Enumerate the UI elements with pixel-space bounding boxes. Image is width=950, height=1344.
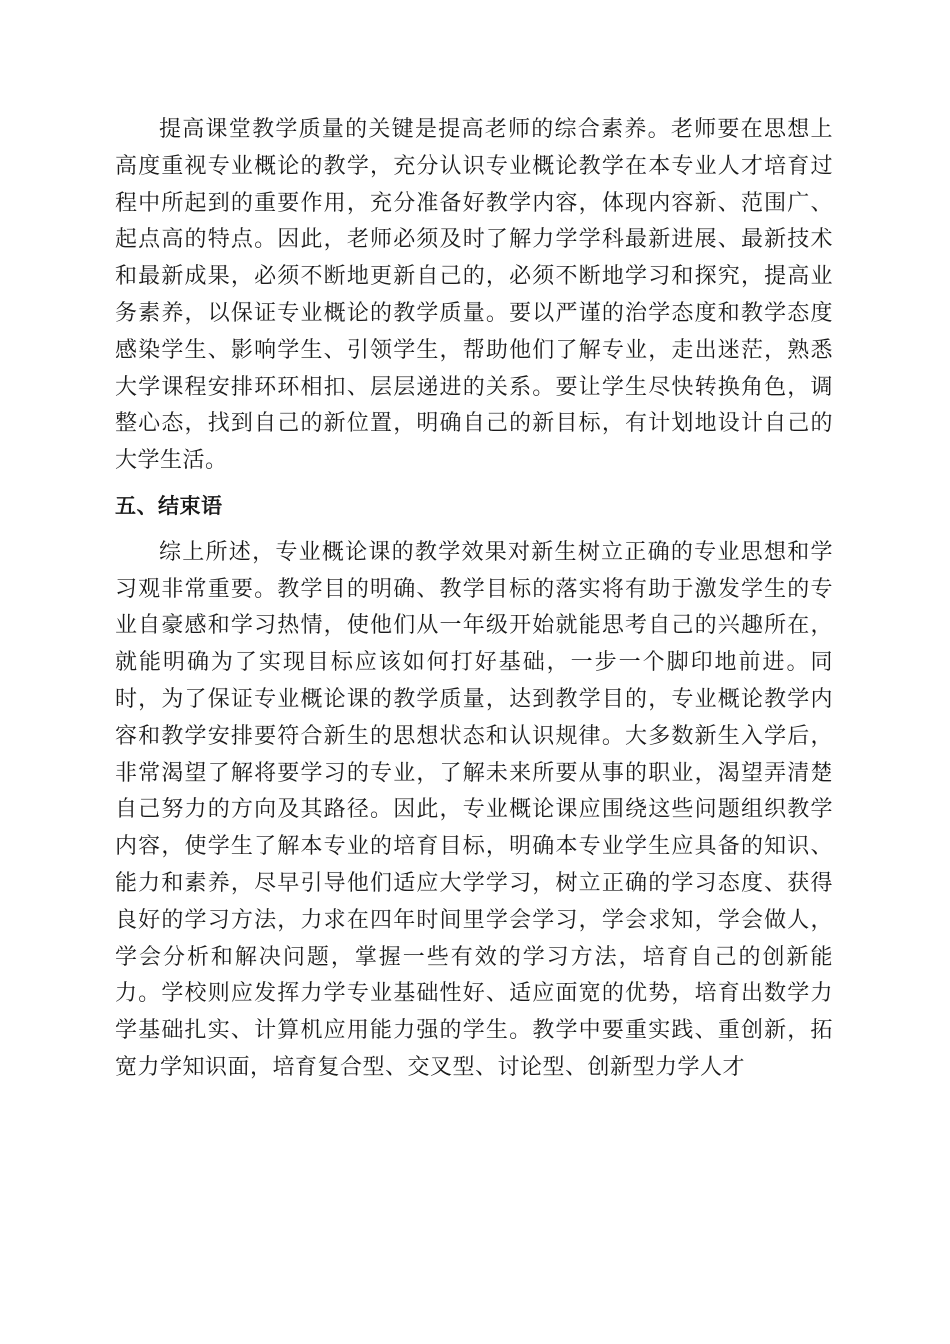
document-page [115, 112, 833, 1087]
conclusion-paragraph: 综上所述，专业概论课的教学效果对新生树立正确的专业思想和学习观非常重要。教学目的明确、教学目标的落实将有助于激发学生的专业自豪感和学习热情，使他们从一年级开始就能思考自己的兴趣所在，就能明确为了实现目标应该如何打好基础，一步一个脚印地前进。同时，为了保证专业概论课的教学质量，达到教学目的，专业概论教学内容和教学安排要符合新生的思想状态和认识规律。大多数新生入学后，非常渴望了解将要学习的专业，了解未来所要从事的职业，渴望弄清楚自己努力的方向及其路径。因此，专业概论课应围绕这些问题组织教学内容，使学生了解本专业的培育目标，明确本专业学生应具备的知识、能力和素养，尽早引导他们适应大学学习，树立正确的学习态度、获得良好的学习方法，力求在四年时间里学会学习，学会求知，学会做人，学会分析和解决问题，掌握一些有效的学习方法，培育自己的创新能力。学校则应发挥力学专业基础性好、适应面宽的优势，培育出数学力学基础扎实、计算机应用能力强的学生。教学中要重实践、重创新，拓宽力学知识面，培育复合型、交叉型、讨论型、创新型力学人才 [115, 539, 833, 1080]
body-paragraph: 提高课堂教学质量的关键是提高老师的综合素养。老师要在思想上高度重视专业概论的教学，充分认识专业概论教学在本专业人才培育过程中所起到的重要作用，充分准备好教学内容，体现内容新、范围广、起点高的特点。因此，老师必须及时了解力学学科最新进展、最新技术和最新成果，必须不断地更新自己的，必须不断地学习和探究，提高业务素养，以保证专业概论的教学质量。要以严谨的治学态度和教学态度感染学生、影响学生、引领学生，帮助他们了解专业，走出迷茫，熟悉大学课程安排环环相扣、层层递进的关系。要让学生尽快转换角色，调整心态，找到自己的新位置，明确自己的新目标，有计划地设计自己的大学生活。 [115, 117, 833, 474]
section-heading: 五、结束语 [115, 493, 223, 518]
